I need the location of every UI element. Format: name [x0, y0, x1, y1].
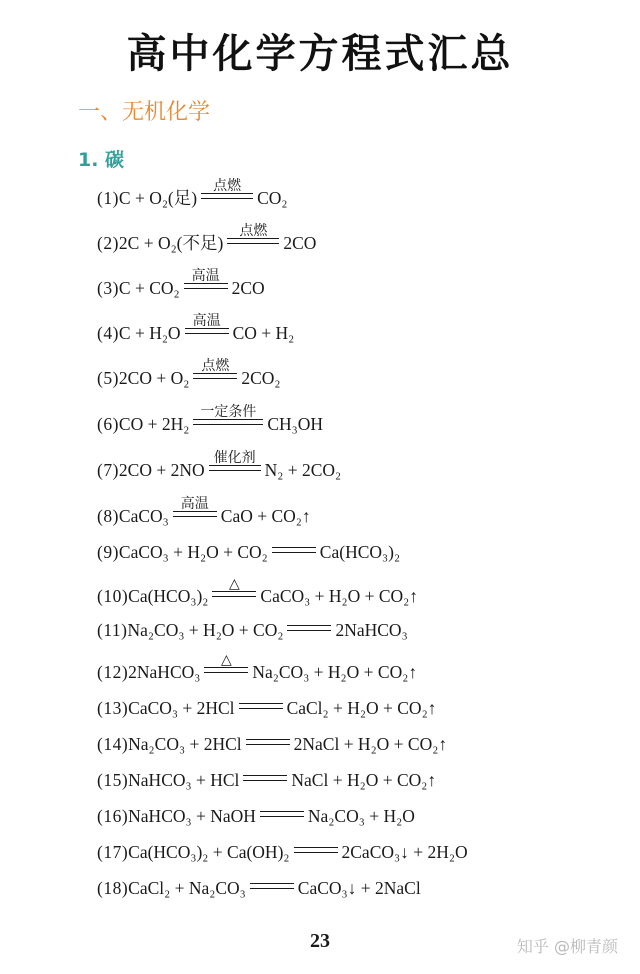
equals-sign [185, 312, 229, 340]
equals-sign [294, 841, 338, 859]
equation-index: (13) [97, 698, 129, 718]
equation-index: (18) [97, 878, 129, 898]
equation-reactants: Ca(HCO₃)₂ [128, 586, 209, 606]
equation-products: CaCO₃↓ + 2NaCl [297, 878, 421, 898]
equation-products: 2CO [283, 233, 317, 253]
equation-row [97, 618, 408, 642]
equation-row [97, 768, 436, 792]
equation-reactants: CaCO₃ + 2HCl [128, 698, 235, 718]
equation-products: CaCO₃ + H₂O + CO₂↑ [260, 586, 419, 606]
equation-products: 2NaCl + H₂O + CO₂↑ [293, 734, 448, 754]
equation-products: CO + H₂ [232, 323, 295, 343]
equation-reactants: NaHCO₃ + NaOH [128, 806, 256, 826]
equals-sign [212, 575, 256, 603]
equation-row [97, 449, 342, 482]
equation-reactants: CaCO₃ + H₂O + CO₂ [118, 542, 268, 562]
equation-reactants: 2CO + O₂ [118, 368, 190, 388]
equation-products: N₂ + 2CO₂ [264, 460, 342, 480]
equals-sign [287, 619, 331, 637]
equation-products: 2CO [231, 278, 265, 298]
equals-sign [209, 449, 261, 477]
equation-index: (15) [97, 770, 129, 790]
equation-index: (8) [97, 506, 119, 526]
equals-sign [193, 357, 237, 385]
equation-row [97, 312, 295, 345]
equation-index: (3) [97, 278, 119, 298]
equals-sign [184, 267, 228, 295]
equation-row [97, 222, 317, 255]
equation-products: Na₂CO₃ + H₂O [307, 806, 415, 826]
equation-row [97, 540, 400, 564]
reaction-condition: 点燃 [201, 357, 230, 374]
equation-products: 2CO₂ [241, 368, 281, 388]
watermark: 知乎 @柳青颜 [516, 937, 618, 956]
equals-sign [246, 733, 290, 751]
equals-sign [250, 877, 294, 895]
equation-reactants: C + CO₂ [118, 278, 180, 298]
reaction-condition: 高温 [180, 495, 209, 512]
reaction-condition: △ [220, 651, 232, 668]
section-heading: 一、无机化学 [78, 100, 211, 125]
reaction-condition: 高温 [191, 267, 220, 284]
equals-sign [239, 697, 283, 715]
equation-reactants: C + O₂(足) [118, 188, 198, 208]
equation-products: Na₂CO₃ + H₂O + CO₂↑ [252, 662, 418, 682]
page-title: 高中化学方程式汇总 [126, 31, 514, 77]
equation-index: (2) [97, 233, 119, 253]
equation-row [97, 357, 281, 390]
equation-reactants: 2C + O₂(不足) [118, 233, 224, 253]
equation-row [97, 804, 415, 828]
reaction-condition: 一定条件 [200, 403, 257, 420]
equals-sign [243, 769, 287, 787]
equation-reactants: Na₂CO₃ + H₂O + CO₂ [127, 620, 284, 640]
equation-reactants: 2CO + 2NO [118, 460, 205, 480]
equation-products: CaO + CO₂↑ [220, 506, 311, 526]
equation-reactants: NaHCO₃ + HCl [128, 770, 240, 790]
equation-products: CH₃OH [267, 414, 324, 434]
equation-index: (7) [97, 460, 119, 480]
equation-row [97, 651, 418, 684]
equals-sign [204, 651, 248, 679]
equation-row [97, 876, 421, 900]
equals-sign [260, 805, 304, 823]
reaction-condition: 点燃 [239, 222, 268, 239]
equation-reactants: Ca(HCO₃)₂ + Ca(OH)₂ [128, 842, 290, 862]
equation-reactants: CO + 2H₂ [118, 414, 190, 434]
equation-row [97, 495, 311, 528]
reaction-condition: △ [229, 575, 240, 592]
equation-index: (10) [97, 586, 129, 606]
equals-sign [227, 222, 279, 250]
equation-products: CO₂ [257, 188, 288, 208]
equation-row [97, 840, 468, 864]
equals-sign [193, 403, 263, 431]
subsection-heading: 1. 碳 [78, 149, 125, 171]
equation-row [97, 267, 265, 300]
equation-products: 2NaHCO₃ [335, 620, 408, 640]
equation-products: 2CaCO₃↓ + 2H₂O [341, 842, 468, 862]
equation-index: (12) [97, 662, 129, 682]
equation-row [97, 696, 436, 720]
equation-index: (4) [97, 323, 119, 343]
equation-index: (5) [97, 368, 119, 388]
equation-index: (1) [97, 188, 119, 208]
equation-reactants: CaCl₂ + Na₂CO₃ [128, 878, 246, 898]
equation-products: NaCl + H₂O + CO₂↑ [291, 770, 437, 790]
reaction-condition: 高温 [192, 312, 221, 329]
equation-reactants: C + H₂O [118, 323, 181, 343]
equation-row [97, 403, 324, 436]
equals-sign [201, 177, 253, 205]
equation-reactants: CaCO₃ [118, 506, 169, 526]
equation-index: (16) [97, 806, 129, 826]
equation-products: CaCl₂ + H₂O + CO₂↑ [286, 698, 437, 718]
equation-index: (9) [97, 542, 119, 562]
equation-products: Ca(HCO₃)₂ [319, 542, 401, 562]
reaction-condition: 点燃 [213, 177, 242, 194]
equation-index: (6) [97, 414, 119, 434]
page-number: 23 [310, 930, 330, 952]
equation-reactants: Na₂CO₃ + 2HCl [128, 734, 242, 754]
equation-row [97, 177, 288, 210]
equation-row [97, 575, 419, 608]
equation-index: (11) [97, 620, 128, 640]
equals-sign [272, 541, 316, 559]
reaction-condition: 催化剂 [213, 449, 256, 466]
equation-reactants: 2NaHCO₃ [128, 662, 201, 682]
equation-row [97, 732, 447, 756]
equation-index: (17) [97, 842, 129, 862]
equation-index: (14) [97, 734, 129, 754]
equals-sign [173, 495, 217, 523]
